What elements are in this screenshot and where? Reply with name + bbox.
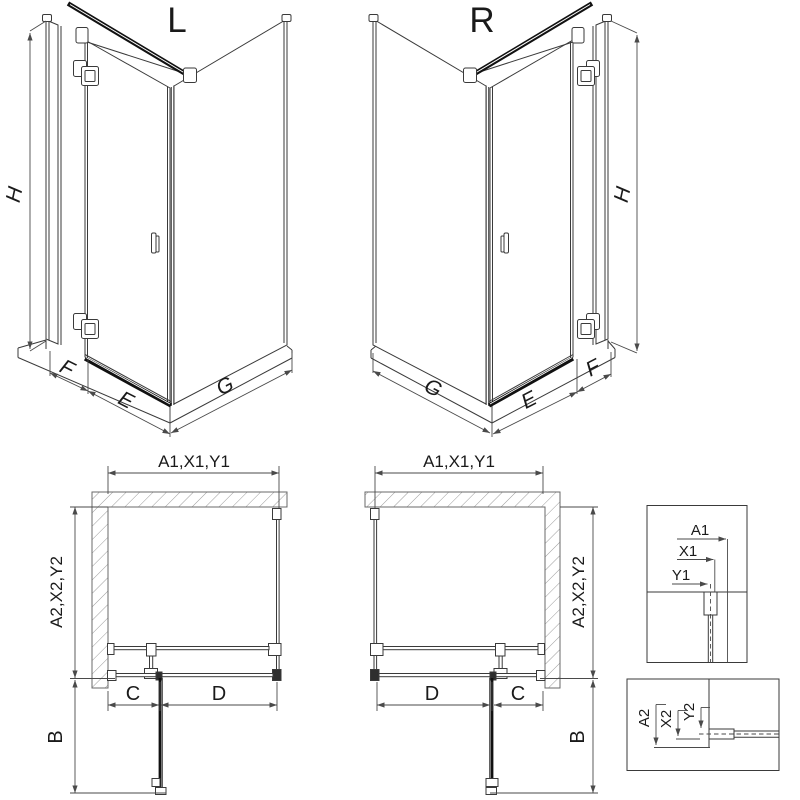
door-handle: [152, 233, 160, 253]
plan-view-left: [45, 452, 287, 795]
bar-wall-clamp: [76, 28, 88, 44]
svg-text:A1,X1,Y1: A1,X1,Y1: [158, 452, 230, 471]
svg-text:A2,X2,Y2: A2,X2,Y2: [569, 556, 588, 628]
dim-fixed-C: [108, 682, 160, 711]
door-panel: [490, 40, 573, 405]
dim-opening-D: [377, 682, 492, 711]
svg-text:A1,X1,Y1: A1,X1,Y1: [423, 452, 495, 471]
bar-end-fitting: [464, 68, 477, 83]
variant-label-right: R: [469, 1, 495, 40]
dim-height-H: [2, 21, 46, 351]
bar-end-fitting: [269, 644, 282, 656]
wall-profile-front: [537, 671, 546, 681]
iso-view-right: [369, 1, 637, 437]
svg-text:G: G: [420, 374, 446, 403]
detail-box-depth: [627, 679, 779, 771]
variant-label-left: L: [167, 1, 187, 40]
svg-text:D: D: [424, 683, 440, 705]
svg-text:Y2: Y2: [681, 702, 698, 722]
dim-height-H: [610, 21, 637, 353]
door-handle: [501, 233, 509, 253]
corner-fitting: [371, 670, 380, 681]
svg-text:F: F: [56, 355, 78, 382]
svg-text:E: E: [517, 386, 541, 414]
bar-wall-clamp: [572, 28, 584, 44]
svg-text:A2,X2,Y2: A2,X2,Y2: [47, 556, 66, 628]
svg-text:C: C: [125, 683, 141, 705]
dim-opening-D: [161, 682, 277, 711]
svg-text:B: B: [45, 730, 67, 744]
dim-fixed-F: [50, 351, 88, 394]
svg-text:H: H: [609, 184, 636, 205]
svg-text:Y1: Y1: [671, 567, 691, 584]
svg-text:X1: X1: [678, 543, 698, 560]
wall-hatch: [92, 492, 287, 688]
leader-Y1: [672, 567, 708, 584]
panel-top-cap: [43, 15, 52, 22]
corner-post: [486, 86, 489, 407]
wall-profile-top: [273, 509, 282, 520]
bar-end-fitting: [371, 644, 384, 656]
door-handle-plan: [486, 779, 498, 787]
side-panel-plan: [269, 509, 282, 681]
dim-door-projection-B: [45, 680, 166, 793]
dim-door-projection-B: [490, 680, 598, 793]
leader-X1: [677, 543, 714, 560]
svg-text:X2: X2: [658, 709, 675, 729]
dim-width-A1: [375, 452, 543, 519]
svg-text:C: C: [510, 683, 526, 705]
dim-fixed-C: [494, 683, 543, 711]
side-panel-plan: [371, 509, 384, 681]
svg-text:D: D: [211, 683, 227, 705]
plan-view-right: [365, 452, 598, 795]
svg-text:E: E: [114, 386, 138, 414]
fixed-panel-glass: [43, 15, 62, 346]
bar-end-fitting: [184, 68, 197, 83]
bar-strut: [499, 656, 502, 669]
svg-text:A1: A1: [690, 522, 710, 539]
leader-Y2: [681, 703, 710, 728]
corner-fitting: [273, 670, 282, 681]
svg-text:G: G: [212, 372, 238, 401]
door-handle-plan: [152, 779, 160, 787]
dim-width-A1: [108, 452, 279, 519]
panel-top-cap: [282, 15, 291, 22]
detail-box-width: [647, 506, 747, 663]
leader-A1: [677, 522, 726, 539]
iso-view-left: [2, 1, 292, 437]
svg-text:H: H: [1, 184, 28, 205]
svg-text:F: F: [582, 355, 604, 382]
panel-top-cap: [369, 15, 378, 22]
bar-strut: [150, 656, 153, 669]
wall-profile-front: [108, 671, 117, 681]
threshold-plan: [379, 671, 545, 681]
corner-post: [171, 86, 174, 407]
svg-text:A2: A2: [636, 708, 653, 728]
panel-top-cap: [603, 15, 612, 22]
open-door-plan: [152, 678, 166, 795]
door-panel: [85, 40, 170, 405]
dim-fixed-F: [577, 352, 611, 394]
wall-hatch: [365, 492, 560, 688]
svg-text:B: B: [567, 730, 589, 744]
threshold-plan: [108, 671, 274, 681]
wall-profile-top: [371, 509, 380, 520]
